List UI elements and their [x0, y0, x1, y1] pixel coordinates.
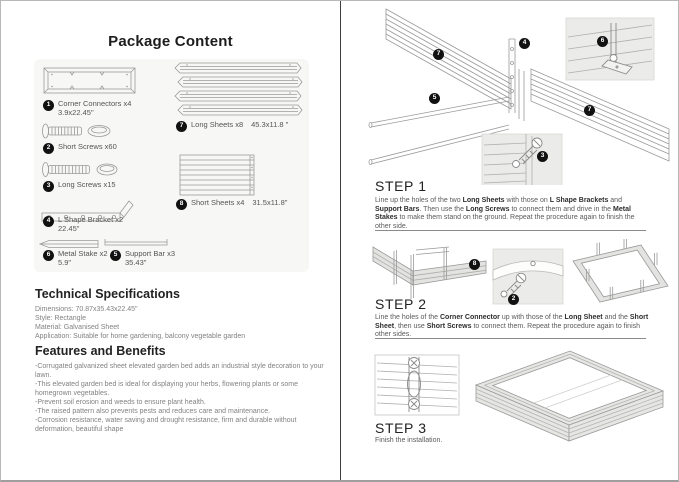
step1-instructions: Line up the holes of the two Long Sheets with those on L Shape Brackets and Support Bars. Then use the Long Screws to connect them and drive in the Metal Stakes to make them stand on the ground. Repeat the procedure again to finish the other side.: [375, 197, 635, 230]
callout-long-screw-badge: 3: [537, 151, 548, 162]
package-item-metal-stake: [43, 250, 108, 267]
feature-line: -The raised pattern also prevents pests and reduces care and maintenance.: [35, 408, 271, 415]
package-item-long-sheets: [176, 121, 288, 132]
package-item-short-screws: [43, 143, 117, 154]
item-size: 45.3x11.8 ": [251, 120, 289, 129]
item-size: 35.43": [125, 257, 147, 267]
callout-support-bar-badge: 5: [429, 93, 440, 104]
item-label: Short Screws x60: [58, 142, 117, 151]
corner-connector-inset: [375, 355, 459, 415]
metal-stake-inset: [566, 18, 654, 80]
step1-title: STEP 1: [375, 178, 427, 194]
features-benefits-title: Features and Benefits: [35, 344, 166, 358]
technical-specifications-section: [35, 287, 325, 341]
short-screw-inset: [493, 249, 563, 304]
features-benefits-section: [35, 344, 325, 434]
long-sheets-drawing: [173, 61, 303, 119]
long-screw-inset: [482, 134, 562, 185]
feature-line: -Corrugated galvanized sheet elevated garden bed adds an industrial style decoration to your lawn.: [35, 363, 324, 379]
feature-line: -Corrosion resistance, water saving and drought resistance, firm and durable without deformation, beautiful shape: [35, 417, 297, 433]
callout-short-screw-badge: 2: [508, 294, 519, 305]
step1-diagram: [349, 5, 675, 185]
short-sheets-drawing: [178, 153, 258, 197]
spec-dimensions: Dimensions: 70.87x35.43x22.45": [35, 306, 138, 313]
package-item-support-bar: [110, 250, 175, 267]
item-number-badge: 5: [110, 250, 121, 261]
item-size: 31.5x11.8": [252, 198, 288, 207]
package-item-short-sheets: [176, 199, 287, 210]
item-label: Support Bar x3: [125, 249, 176, 258]
spec-application: Application: Suitable for home gardening, balcony vegetable garden: [35, 333, 246, 340]
item-label: Long Sheets x8: [191, 120, 244, 129]
corner-assembly: [373, 247, 486, 299]
corner-connector-drawing: [42, 64, 137, 97]
item-label: L Shape Bracket x2: [58, 215, 124, 224]
assembled-frame: [573, 239, 668, 302]
item-number-badge: 3: [43, 181, 54, 192]
item-label: Short Sheets x4: [191, 198, 245, 207]
item-label: Metal Stake x2: [58, 249, 108, 258]
item-size: 22.45": [58, 223, 80, 233]
step-divider: [375, 230, 646, 231]
right-page: [340, 1, 679, 480]
metal-stake-drawing: [37, 239, 101, 249]
step3-instructions: Finish the installation.: [375, 437, 443, 444]
support-bar-drawing: [102, 237, 170, 249]
feature-line: -This elevated garden bed is ideal for displaying your herbs, flowering plants or some homegrown vegetables.: [35, 381, 299, 397]
spec-material: Material: Galvanised Sheet: [35, 324, 120, 331]
step3-title: STEP 3: [375, 420, 427, 436]
spec-style: Style: Rectangle: [35, 315, 86, 322]
package-content-panel: [34, 59, 309, 272]
package-item-corner-connectors: [43, 100, 131, 117]
left-page: [1, 1, 340, 480]
item-number-badge: 2: [43, 143, 54, 154]
item-number-badge: 8: [176, 199, 187, 210]
step2-instructions: Line the holes of the Corner Connector up with those of the Long Sheet and the Short Sheet, then use Short Screws to connect them. Repeat the procedure again to finish other sides.: [375, 314, 649, 338]
short-screw-drawing: [41, 122, 119, 140]
item-label: Long Screws x15: [58, 180, 116, 189]
package-item-long-screws: [43, 181, 116, 192]
item-size: 5.9": [58, 257, 72, 267]
step1-assembly-drawing: [349, 5, 675, 185]
item-label: Corner Connectors x4: [58, 99, 132, 108]
package-item-l-shape-bracket: [43, 216, 123, 233]
callout-l-shape-bracket-badge: 4: [519, 38, 530, 49]
item-number-badge: 7: [176, 121, 187, 132]
page-title: Package Content: [108, 33, 233, 50]
step-divider: [375, 338, 646, 339]
feature-line: -Prevent soil erosion and weeds to ensure plant health.: [35, 399, 206, 406]
item-size: 3.9x22.45": [58, 107, 94, 117]
item-number-badge: 1: [43, 100, 54, 111]
callout-short-sheet-badge: 8: [469, 259, 480, 270]
technical-specifications-title: Technical Specifications: [35, 287, 180, 301]
item-number-badge: 6: [43, 250, 54, 261]
finished-bed-drawing: [476, 351, 663, 441]
item-number-badge: 4: [43, 216, 54, 227]
step2-title: STEP 2: [375, 296, 427, 312]
long-screw-drawing: [41, 160, 126, 179]
callout-long-sheet-left-badge: 7: [433, 49, 444, 60]
callout-metal-stake-badge: 6: [597, 36, 608, 47]
callout-long-sheet-right-badge: 7: [584, 105, 595, 116]
